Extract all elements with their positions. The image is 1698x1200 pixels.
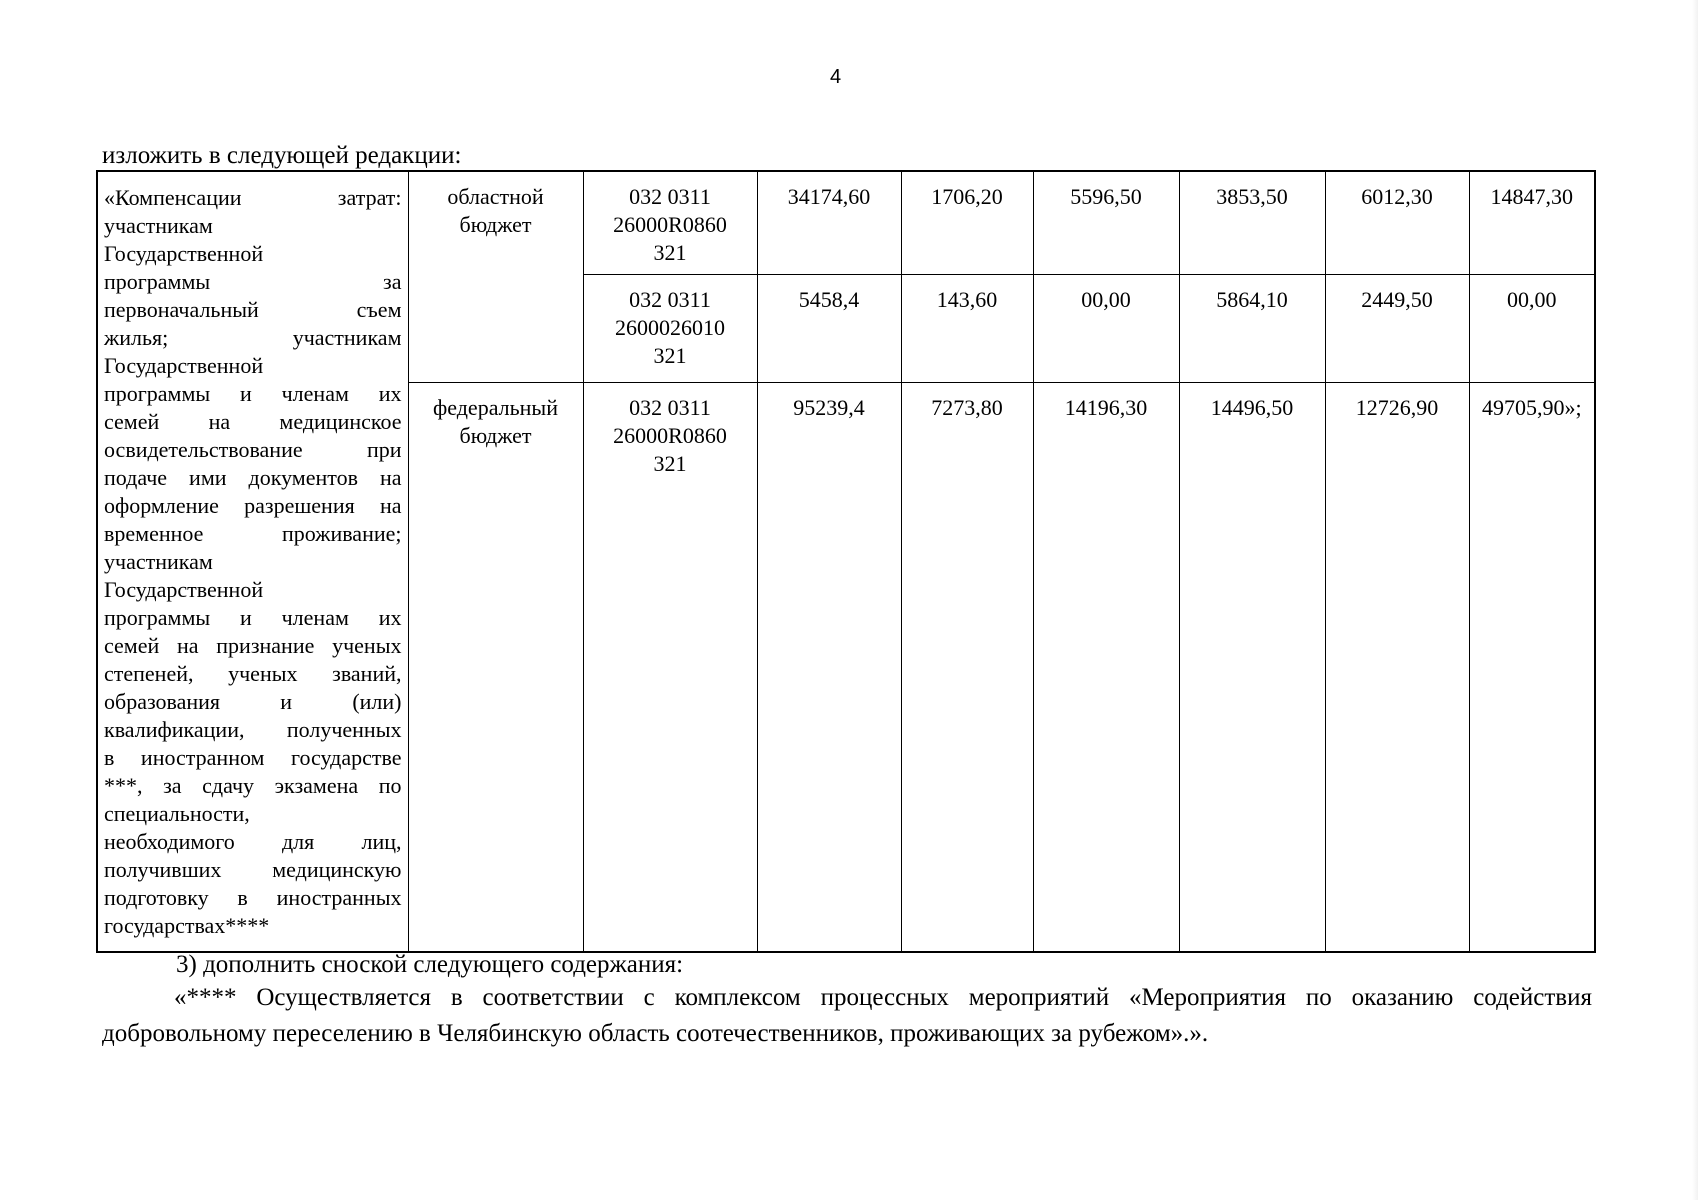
description-line: программы и членам их <box>104 381 402 406</box>
value-cell: 14847,30 <box>1469 171 1595 274</box>
description-line: участникам <box>104 213 213 238</box>
value-cell: 7273,80 <box>901 382 1033 952</box>
source-label: федеральный бюджет <box>433 394 558 448</box>
code-line: 26000R0860 <box>613 422 727 448</box>
description-line: участникам <box>104 549 213 574</box>
description-line: степеней, ученых званий, <box>104 661 402 686</box>
footnote-text: «**** Осуществляется в соответствии с комплексом процессных мероприятий «Мероприятия по оказанию содействия добровольному переселению в Челябинскую область соотечественников, проживающих за рубежом».». <box>102 984 1592 1047</box>
value-cell: 5596,50 <box>1033 171 1179 274</box>
description-line: специальности, <box>104 801 250 826</box>
description-line: программы за <box>104 269 402 294</box>
description-line: Государственной <box>104 241 264 266</box>
description-line: программы и членам их <box>104 605 402 630</box>
value-cell: 14196,30 <box>1033 382 1179 952</box>
description-line: государствах**** <box>104 913 270 938</box>
code-line: 321 <box>653 342 687 368</box>
value-cell: 5864,10 <box>1179 274 1325 382</box>
page-number: 4 <box>830 66 842 88</box>
description-line: необходимого для лиц, <box>104 829 402 854</box>
description-line: Государственной <box>104 577 264 602</box>
code-line: 032 0311 <box>629 184 711 209</box>
description-line: освидетельствование при <box>104 437 402 462</box>
budget-table <box>96 170 1596 953</box>
value-cell: 6012,30 <box>1325 171 1469 274</box>
description-line: жилья; участникам <box>104 325 402 350</box>
code-line: 321 <box>653 240 687 265</box>
value-cell: 34174,60 <box>757 171 901 274</box>
code-cell <box>583 382 757 952</box>
value-cell: 5458,4 <box>757 274 901 382</box>
code-line: 2600026010 <box>615 314 725 340</box>
description-line: получивших медицинскую <box>104 857 402 882</box>
code-line: 26000R0860 <box>613 212 727 237</box>
code-line: 321 <box>653 450 687 476</box>
footnote-intro: 3) дополнить сноской следующего содержания: <box>176 951 684 978</box>
code-line: 032 0311 <box>629 286 711 312</box>
value-cell: 12726,90 <box>1325 382 1469 952</box>
code-cell <box>583 171 757 274</box>
value-cell: 49705,90»; <box>1469 382 1595 952</box>
description-line: оформление разрешения на <box>104 493 402 518</box>
value-cell: 3853,50 <box>1179 171 1325 274</box>
description-line: подготовку в иностранных <box>104 885 402 910</box>
table-row <box>97 171 1595 274</box>
description-line: Государственной <box>104 353 264 378</box>
value-cell: 95239,4 <box>757 382 901 952</box>
description-line: подаче ими документов на <box>104 465 402 490</box>
scan-edge <box>1692 0 1698 1200</box>
description-line: семей на признание ученых <box>104 633 402 658</box>
description-line: первоначальный съем <box>104 297 402 322</box>
measure-description-cell <box>97 171 408 952</box>
description-line: семей на медицинское <box>104 409 402 434</box>
description-line: временное проживание; <box>104 521 402 546</box>
description-line: «Компенсации затрат: <box>104 185 402 210</box>
source-cell <box>408 382 583 952</box>
description-line: квалификации, полученных <box>104 717 402 742</box>
source-cell <box>408 171 583 382</box>
value-cell: 2449,50 <box>1325 274 1469 382</box>
intro-text: изложить в следующей редакции: <box>102 142 462 169</box>
value-cell: 14496,50 <box>1179 382 1325 952</box>
value-cell: 1706,20 <box>901 171 1033 274</box>
value-cell: 00,00 <box>1469 274 1595 382</box>
value-cell: 143,60 <box>901 274 1033 382</box>
code-cell <box>583 274 757 382</box>
description-line: образования и (или) <box>104 689 402 714</box>
code-line: 032 0311 <box>629 394 711 420</box>
description-line: ***, за сдачу экзамена по <box>104 773 402 798</box>
description-line: в иностранном государстве <box>104 745 402 770</box>
source-label: областной бюджет <box>447 184 544 237</box>
value-cell: 00,00 <box>1033 274 1179 382</box>
